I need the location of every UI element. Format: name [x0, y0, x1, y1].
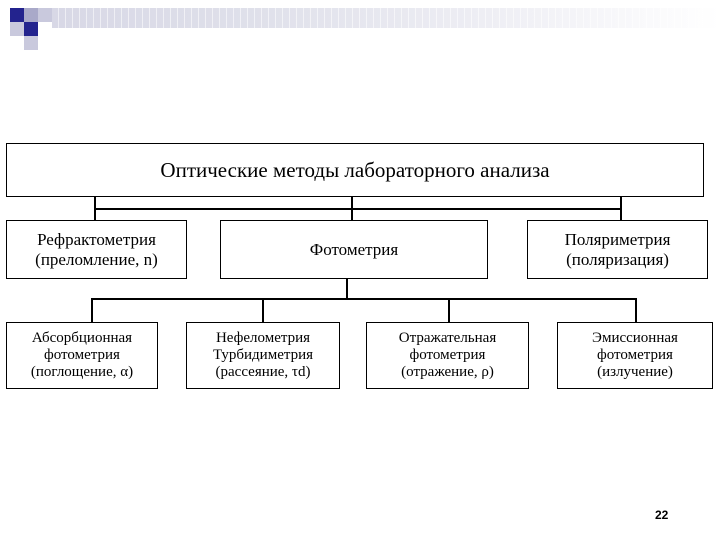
connector-level2-bar	[94, 208, 621, 210]
connector-level3-bar	[91, 298, 636, 300]
nephelometry-line1: Нефелометрия	[215, 329, 311, 346]
header-square-light-2	[38, 8, 52, 22]
polarimetry-title: Поляриметрия	[564, 229, 671, 249]
refractometry-title: Рефрактометрия	[37, 229, 156, 249]
header-bar	[52, 8, 720, 28]
absorption-line2: фотометрия	[44, 346, 120, 363]
emission-line3: (излучение)	[597, 364, 673, 381]
connector-photometry-stem	[346, 279, 348, 299]
nephelometry-box	[186, 322, 340, 389]
header-square-light-3	[10, 22, 24, 36]
root-label: Оптические методы лабораторного анализа	[160, 157, 550, 182]
connector-to-emission	[635, 298, 637, 323]
absorption-box	[6, 322, 158, 389]
connector-to-absorption	[91, 298, 93, 323]
page-number: 22	[655, 508, 669, 522]
emission-line2: фотометрия	[597, 346, 673, 363]
absorption-line1: Абсорбционная	[31, 329, 133, 346]
header-square-light-1	[24, 8, 38, 22]
emission-box	[557, 322, 713, 389]
emission-line1: Эмиссионная	[592, 329, 678, 346]
reflectance-line2: фотометрия	[409, 346, 486, 363]
connector-to-refractometry	[94, 197, 96, 221]
header-square-dark-1	[10, 8, 24, 22]
header-square-light-4	[24, 36, 38, 50]
photometry-title: Фотометрия	[309, 239, 399, 259]
root-box	[6, 143, 704, 197]
reflectance-line3: (отражение, ρ)	[401, 364, 494, 381]
photometry-box	[220, 220, 488, 279]
nephelometry-line2: Турбидиметрия	[212, 346, 314, 363]
polarimetry-box	[527, 220, 708, 279]
reflectance-box	[366, 322, 529, 389]
connector-to-reflectance	[448, 298, 450, 323]
connector-to-nephelometry	[262, 298, 264, 323]
reflectance-line1: Отражательная	[398, 329, 497, 346]
polarimetry-subtitle: (поляризация)	[566, 249, 669, 269]
header-square-dark-2	[24, 22, 38, 36]
refractometry-box	[6, 220, 187, 279]
nephelometry-line3: (рассеяние, τd)	[215, 364, 311, 381]
absorption-line3: (поглощение, α)	[30, 364, 134, 381]
connector-to-polarimetry	[620, 197, 622, 221]
refractometry-subtitle: (преломление, n)	[35, 249, 158, 269]
